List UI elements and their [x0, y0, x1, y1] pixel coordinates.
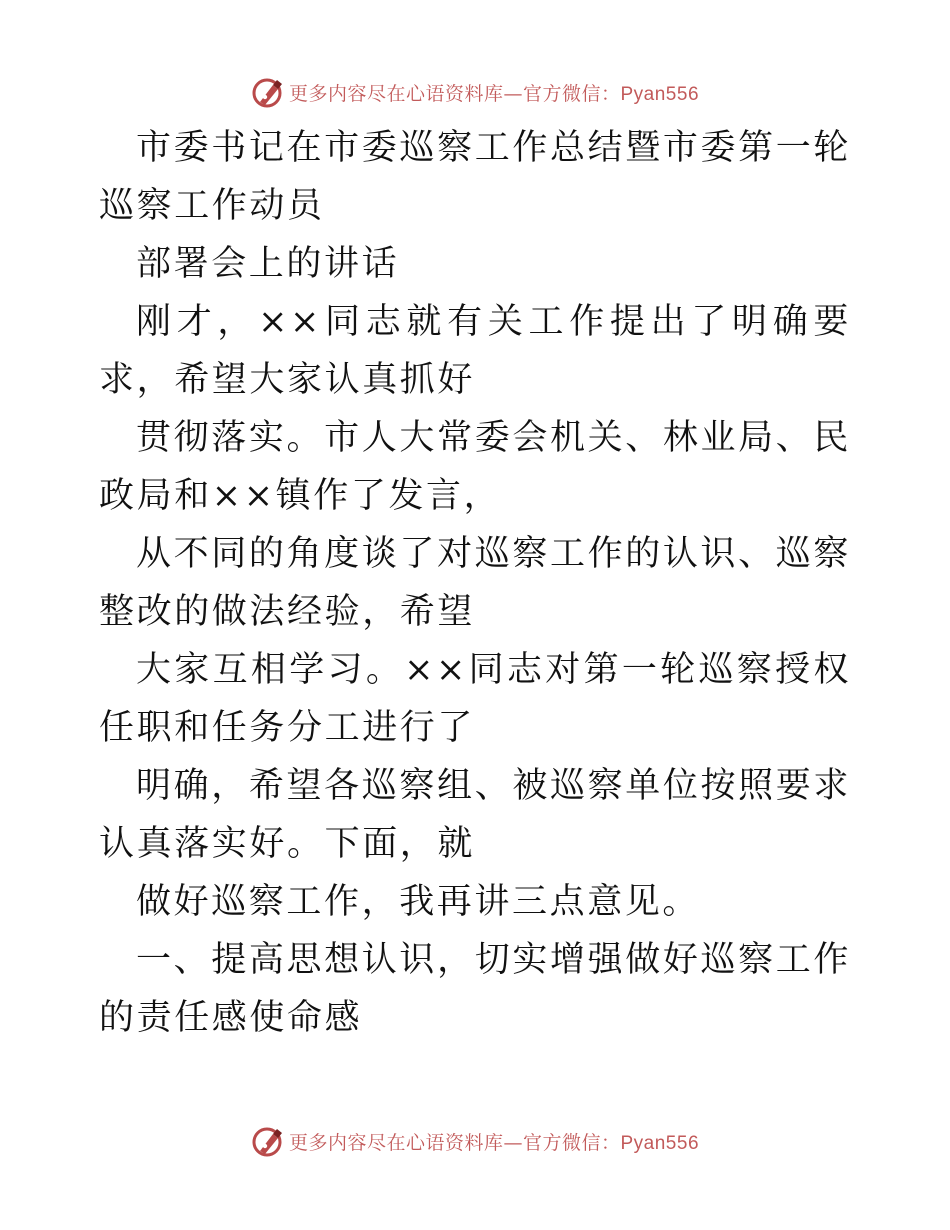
body-paragraph: 贯彻落实。市人大常委会机关、林业局、民政局和××镇作了发言，: [99, 418, 851, 516]
watermark-wechat-id: Pyan556: [620, 83, 700, 105]
body-paragraph: 明确，希望各巡察组、被巡察单位按照要求认真落实好。下面，就: [99, 766, 851, 864]
pen-logo-icon: [251, 75, 285, 109]
body-paragraph: 刚才，××同志就有关工作提出了明确要求，希望大家认真抓好: [99, 302, 851, 400]
header-watermark: [0, 72, 950, 112]
body-paragraph: 大家互相学习。××同志对第一轮巡察授权任职和任务分工进行了: [99, 650, 851, 748]
watermark-wechat-id: Pyan556: [620, 1132, 700, 1154]
watermark-label: 更多内容尽在心语资料库—官方微信：: [288, 82, 621, 105]
watermark-text: [289, 79, 699, 106]
document-title-continued: 部署会上的讲话: [136, 244, 400, 284]
body-paragraph: 从不同的角度谈了对巡察工作的认识、巡察整改的做法经验，希望: [99, 534, 851, 632]
section-heading: 一、提高思想认识，切实增强做好巡察工作的责任感使命感: [99, 940, 851, 1038]
body-paragraph: 做好巡察工作，我再讲三点意见。: [136, 882, 701, 922]
footer-watermark: [0, 1121, 950, 1161]
document-title: 市委书记在市委巡察工作总结暨市委第一轮巡察工作动员: [99, 128, 851, 226]
pen-logo-icon: [251, 1124, 285, 1158]
watermark-label: 更多内容尽在心语资料库—官方微信：: [288, 1131, 621, 1154]
document-body: [99, 119, 851, 1047]
watermark-text: [289, 1128, 699, 1155]
